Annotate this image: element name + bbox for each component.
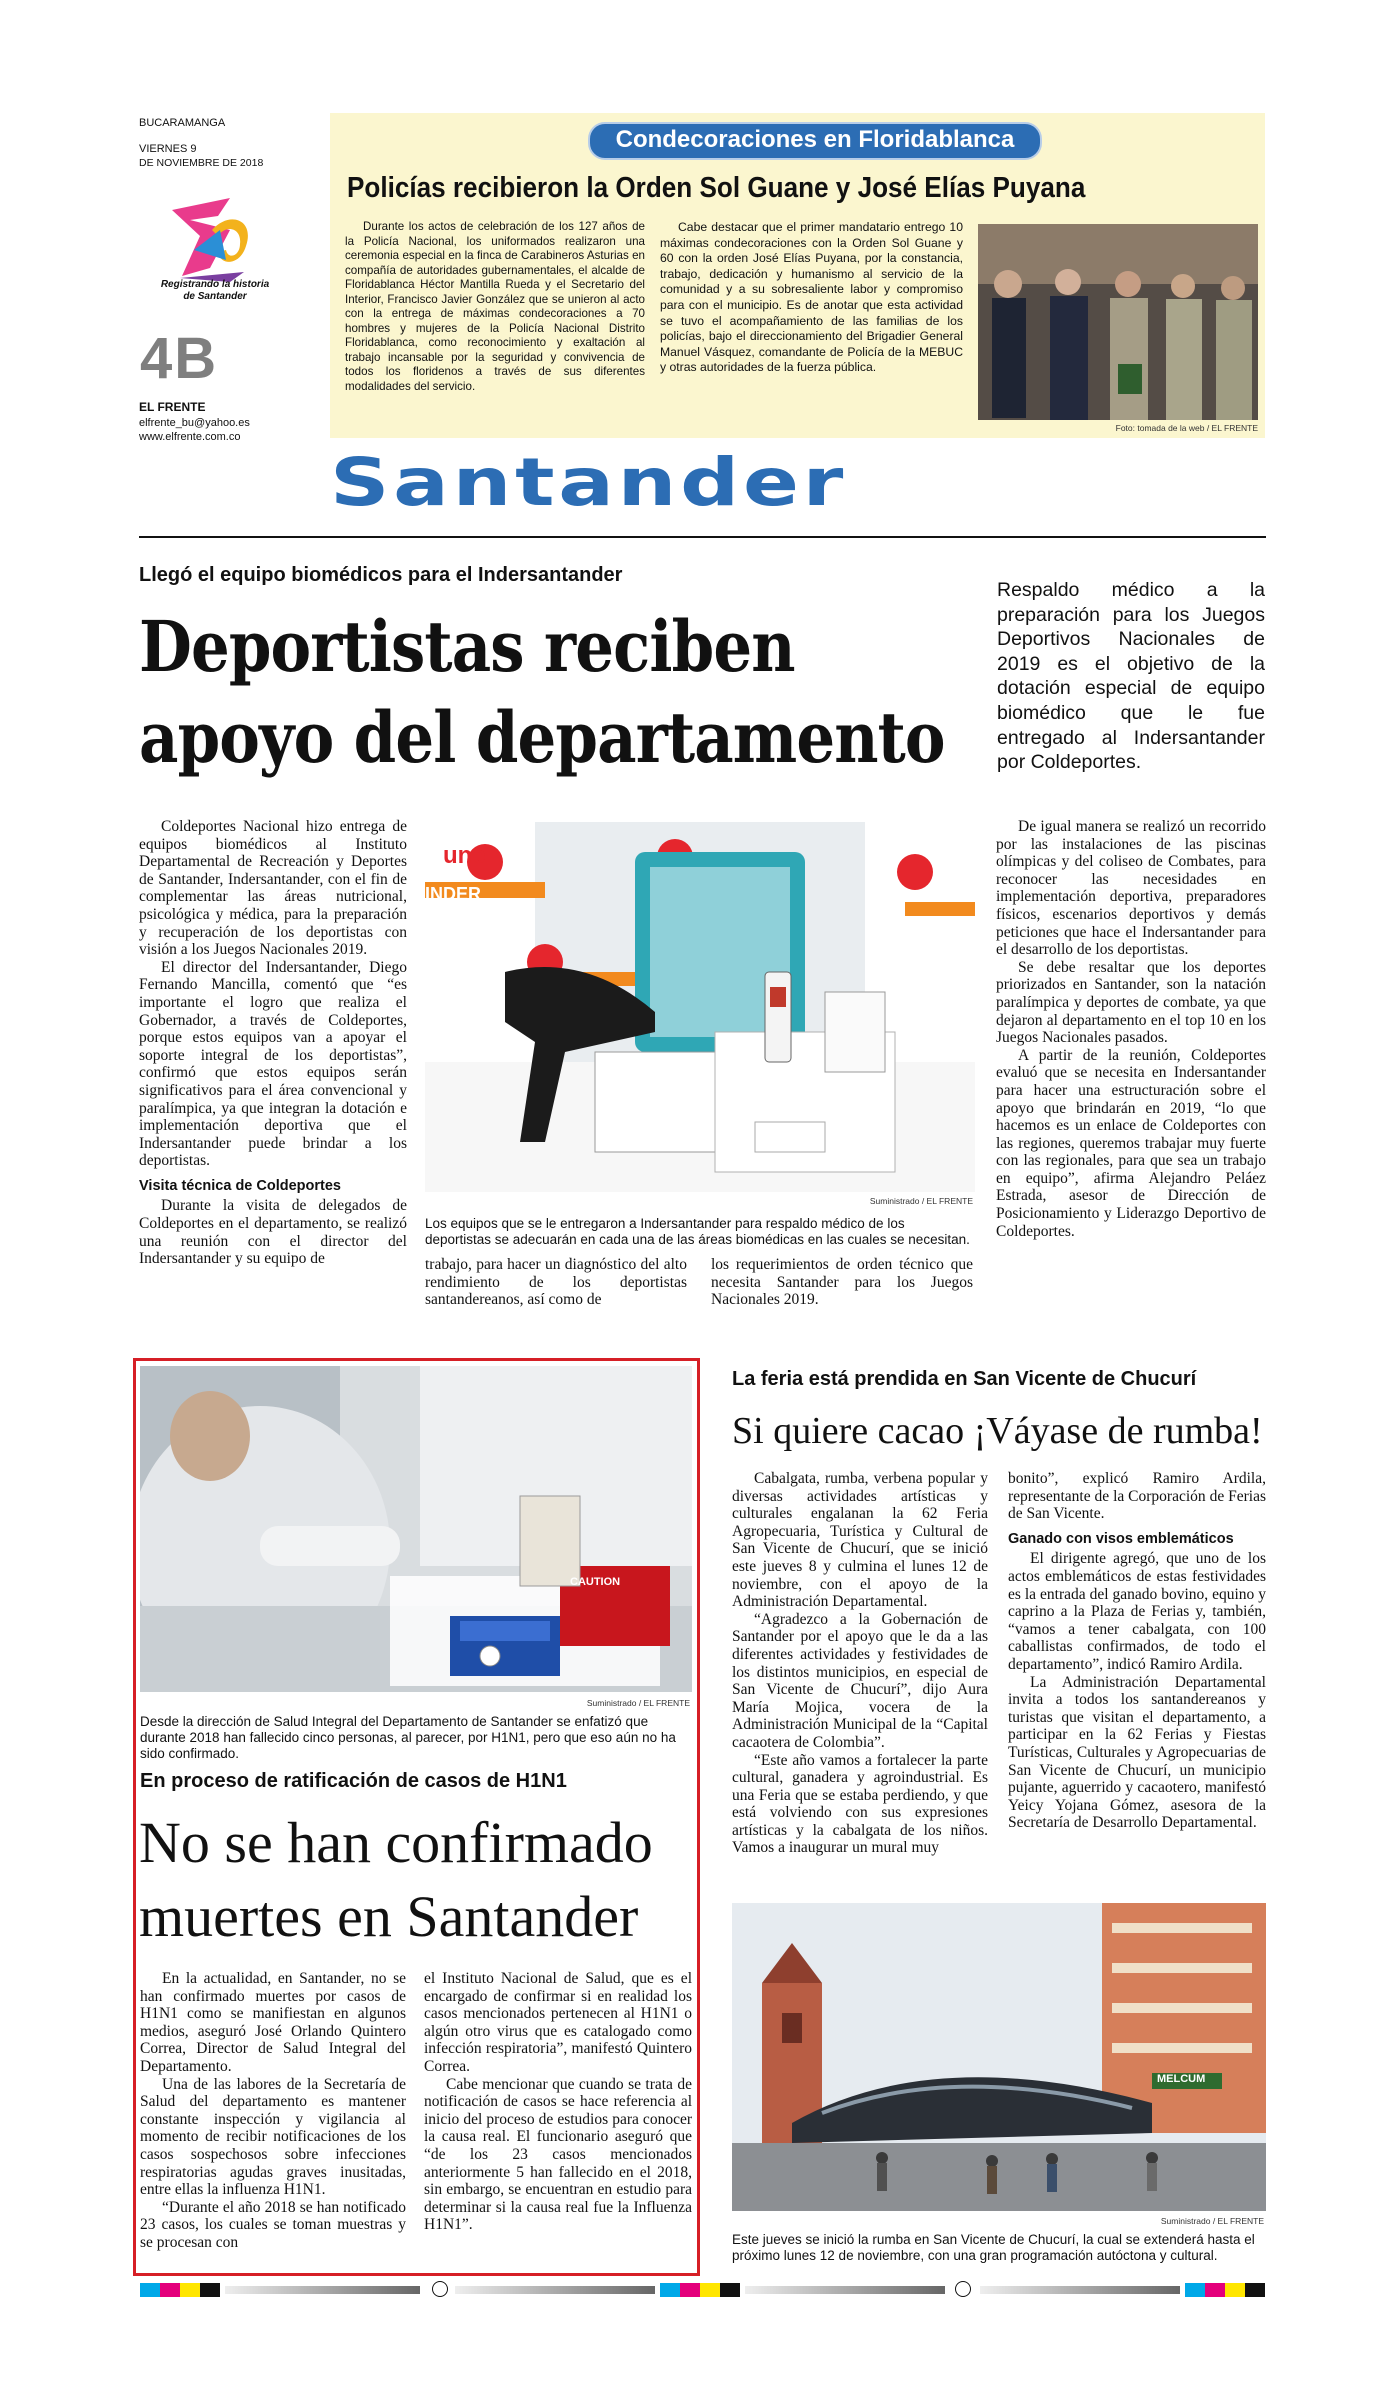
- deportistas-headline-2: apoyo del departamento: [139, 696, 945, 779]
- equipment-photo-caption: Los equipos que se le entregaron a Indersantander para respaldo médico de los deportistas se adecuarán en cada una de las áreas biomédicas en las cuales se necesitan.: [425, 1216, 970, 1247]
- lab-photo-caption: Desde la dirección de Salud Integral del Departamento de Santander se enfatizó que durante 2018 han fallecido cinco personas, al parecer, por H1N1, pero que eso aún no ha sido confirmado.: [140, 1714, 676, 1761]
- banner-logo-text: une: [443, 842, 486, 869]
- h1n1-paragraph: En la actualidad, en Santander, no se han confirmado muertes por casos de H1N1 como se manifiestan en algunos medios, aseguró José Orlando Quintero Correa, Director de Salud Integral del Departamento.: [140, 1970, 406, 2075]
- section-banner-label: Condecoraciones en Floridablanca: [615, 126, 1015, 153]
- deportistas-subhead: Visita técnica de Coldeportes: [139, 1177, 341, 1194]
- deportistas-paragraph: A partir de la reunión, Coldeportes evaluó que se necesita en Indersantander para hacer una estructuración sobre el apoyo que brindarán en 2019, “lo que hacemos es un enlace de Coldeportes con las regiones, queremos trabajar muy fuerte con las regionales, para que sea un trabajo en equipo”, afirma Alejandro Peláez Estrada, asesor de Dirección de Posicionamiento y Liderazgo Deportivo de Coldeportes.: [996, 1046, 1266, 1240]
- gray-bar-mid: [455, 2286, 655, 2294]
- cacao-paragraph: Cabalgata, rumba, verbena popular y diversas actividades artísticas y culturales engalanan la 62 Feria Agropecuaria, Turística y Cultural de San Vicente de Chucurí, que se inició este jueves 8 y culmina el lunes 12 de noviembre, con el apoyo de la Administración Departamental.: [732, 1470, 988, 1611]
- h1n1-paragraph: Una de las labores de la Secretaría de Salud del departamento es mantener constante inspección y vigilancia al momento de recibir notificaciones de los casos sospechosos sobre infecciones respiratorias agudas graves inusitadas, entre ellas la influenza H1N1.: [140, 2075, 406, 2199]
- deportistas-col1: [139, 818, 407, 1268]
- cacao-paragraph: El dirigente agregó, que uno de los actos emblemáticos de estas festividades es la entrada del ganado bovino, equino y caprino a la Plaza de Ferias y, también, “vamos a tener cabalgata, con 100 caballistas confirmados, de todo el departamento”, indicó Ramiro Ardila.: [1008, 1550, 1266, 1673]
- registration-mark-icon: [432, 2281, 448, 2297]
- h1n1-headline-1: No se han confirmado: [139, 1810, 653, 1875]
- deportistas-paragraph: los requerimientos de orden técnico que necesita Santander para los Juegos Nacionales 2019.: [711, 1256, 973, 1309]
- cacao-paragraph: “Este año vamos a fortalecer la parte cultural, ganadera y agroindustrial. Es una Feria que se estaba perdiendo, y que está volviendo con sus expresiones artísticas y la cabalgata de los niños. Vamos a inaugurar un mural muy: [732, 1751, 988, 1857]
- section-rule: [139, 536, 1266, 538]
- cacao-paragraph: bonito”, explicó Ramiro Ardila, representante de la Corporación de Ferias de San Vicente.: [1008, 1470, 1266, 1523]
- cacao-paragraph: “Agradezco a la Gobernación de Santander por el apoyo que le da a las diferentes actividades y festividades de los distintos municipios, en especial de San Vicente de Chucurí”, dijo Aura María Mojica, vocera de la Administración Municipal de la “Capital cacaotera de Colombia”.: [732, 1610, 988, 1751]
- equipment-photo: [425, 822, 975, 1192]
- lab-caution-sign: CAUTION: [570, 1576, 621, 1588]
- deportistas-paragraph: De igual manera se realizó un recorrido por las instalaciones de las piscinas olímpicas y del coliseo de Combates, para reconocer las necesidades en implementación deportiva, preparadores físicos, escenarios deportivos y demás peticiones que hace el Indersantander para el desarrollo de los deportistas.: [996, 818, 1266, 959]
- anniversary-text-1: Registrando la historia: [160, 279, 270, 290]
- deportistas-col3: [711, 1256, 973, 1309]
- color-bar-mid: [660, 2283, 740, 2297]
- top-story-col1: Durante los actos de celebración de los 127 años de la Policía Nacional, los uniformados realizaron una ceremonia especial en la finca de Carabineros Asturias en compañía de autoridades gubernamentales, el alcalde de Floridablanca Héctor Mantilla Rueda y el Secretario del Interior, Francisco Javier González que se unieron al acto con la entrega de máximas condecoraciones a 70 hombres y mujeres de la Policía Nacional Distrito Floridablanca, como reconocimiento y exaltación al trabajo incansable por la seguridad y convivencia de todos los floridenos a través de sus diferentes modalidades del servicio.: [345, 220, 645, 393]
- lab-photo: [140, 1366, 692, 1692]
- lab-photo-credit: Suministrado / EL FRENTE: [586, 1698, 690, 1708]
- deportistas-col2: [425, 1256, 687, 1309]
- plaza-photo-caption: Este jueves se inició la rumba en San Vicente de Chucurí, la cual se extenderá hasta el próximo lunes 12 de noviembre, con una gran programación autóctona y cultural.: [732, 2232, 1255, 2263]
- deportistas-kicker: Llegó el equipo biomédicos para el Indersantander: [139, 564, 623, 586]
- deportistas-headline-1: Deportistas reciben: [139, 605, 795, 688]
- gray-bar-left: [225, 2286, 420, 2294]
- plaza-photo-credit: Suministrado / EL FRENTE: [1160, 2216, 1264, 2226]
- banner-logo-sub: INDER: [425, 884, 482, 904]
- cacao-subhead: Ganado con visos emblemáticos: [1008, 1530, 1234, 1547]
- date-line-2: DE NOVIEMBRE DE 2018: [139, 157, 264, 169]
- gray-bar-right: [980, 2286, 1180, 2294]
- cacao-paragraph: La Administración Departamental invita a todos los santandereanos y turistas que visitan el departamento, a participar en la 62 Ferias y Fiestas Turísticas, Culturales y Agropecuarias de San Vicente de Chucurí, un municipio pujante, aguerrido y cacaotero, manifestó Yeicy Yojana Gómez, asesora de la Secretaría de Desarrollo Departamental.: [1008, 1673, 1266, 1832]
- date-line-1: VIERNES 9: [139, 143, 197, 155]
- registration-mark-icon: [955, 2281, 971, 2297]
- store-sign: MELCUM: [1157, 2073, 1206, 2085]
- equipment-photo-credit: Suministrado / EL FRENTE: [869, 1196, 973, 1206]
- top-story-headline: Policías recibieron la Orden Sol Guane y José Elías Puyana: [347, 172, 1086, 204]
- deportistas-paragraph: Coldeportes Nacional hizo entrega de equipos biomédicos al Instituto Departamental de Recreación y Deportes de Santander, Indersantander, con el fin de complementar las áreas nutricional, psicológica y médica, para la preparación y recuperación de los deportistas con visión a los Juegos Nacionales 2019.: [139, 818, 407, 959]
- city-label: BUCARAMANGA: [139, 117, 226, 129]
- cacao-kicker: La feria está prendida en San Vicente de Chucurí: [732, 1368, 1197, 1390]
- deportistas-summary: Respaldo médico a la preparación para los Juegos Deportivos Nacionales de 2019 es el objetivo de la dotación especial de equipo biomédico que le fue entregado al Indersantander por Coldeportes.: [997, 579, 1265, 774]
- paper-name: EL FRENTE: [139, 400, 206, 414]
- cacao-headline: Si quiere cacao ¡Váyase de rumba!: [732, 1410, 1263, 1452]
- h1n1-kicker: En proceso de ratificación de casos de H1N1: [140, 1770, 567, 1792]
- color-bar-right: [1185, 2283, 1265, 2297]
- top-photo-credit: Foto: tomada de la web / EL FRENTE: [1115, 423, 1258, 433]
- deportistas-paragraph: Se debe resaltar que los deportes priorizados en Santander, son la natación paralímpica y deportes de combate, ya que dejaron al departamento en el top 10 en los Juegos Nacionales pasados.: [996, 958, 1266, 1047]
- h1n1-col2: [424, 1970, 692, 2234]
- website-text[interactable]: www.elfrente.com.co: [139, 431, 241, 443]
- page-number: 4B: [140, 326, 219, 391]
- plaza-photo: [732, 1903, 1266, 2211]
- cacao-col1: [732, 1470, 988, 1857]
- color-bar-left: [140, 2283, 220, 2297]
- h1n1-paragraph: “Durante el año 2018 se han notificado 23 casos, los cuales se toman muestras y se procesan con: [140, 2198, 406, 2251]
- section-title: Santander: [330, 444, 848, 521]
- deportistas-col4: [996, 818, 1266, 1240]
- anniversary-text-2: de Santander: [183, 291, 247, 302]
- email-text[interactable]: elfrente_bu@yahoo.es: [139, 417, 250, 429]
- h1n1-paragraph: el Instituto Nacional de Salud, que es el encargado de confirmar si en realidad los casos mencionados pertenecen al H1N1 o algún otro virus que es catalogado como infección respiratoria”, manifestó Quintero Correa.: [424, 1970, 692, 2075]
- gray-bar-mid2: [745, 2286, 945, 2294]
- h1n1-col1: [140, 1970, 406, 2252]
- h1n1-headline-2: muertes en Santander: [139, 1884, 639, 1949]
- ceremony-photo: [978, 224, 1258, 420]
- deportistas-paragraph: trabajo, para hacer un diagnóstico del alto rendimiento de los deportistas santandereanos, así como de: [425, 1256, 687, 1309]
- deportistas-paragraph: El director del Indersantander, Diego Fernando Mancilla, comentó que “es importante el logro que realiza el Gobernador, a través de Coldeportes, porque estos equipos van a apoyar el soporte integral de los deportistas”, confirmó que estos equipos serán significativos para el área convencional y paralímpica, ya que integran la dotación e implementación deportiva que el Indersantander puede brindar a los deportistas.: [139, 958, 407, 1170]
- h1n1-paragraph: Cabe mencionar que cuando se trata de notificación de casos se hace referencia al inicio del proceso de estudios para conocer la causa real. El funcionario aseguró que “de los 23 casos mencionados anteriormente 5 han fallecido en el 2018, sin embargo, se encuentran en estudio para determinar si la causa real fue la Influenza H1N1”.: [424, 2075, 692, 2234]
- top-story-col2: Cabe destacar que el primer mandatario entrego 10 máximas condecoraciones con la Orden Sol Guane y 60 con la orden José Elías Puyana, por la constancia, trabajo, dedicación y humanismo al servicio de la comunidad y a su sobresaliente labor y compromiso para con el municipio. Es de anotar que esta actividad se tuvo el acompañamiento de las familias de los policías, bajo el direccionamiento del Brigadier General Manuel Vásquez, comandante de Policía de la MEBUC y otras autoridades de la fuerza pública.: [660, 220, 963, 375]
- deportistas-paragraph: Durante la visita de delegados de Coldeportes en el departamento, se realizó una reunión con el director del Indersantander y su equipo de: [139, 1197, 407, 1268]
- cacao-col2: [1008, 1470, 1266, 1832]
